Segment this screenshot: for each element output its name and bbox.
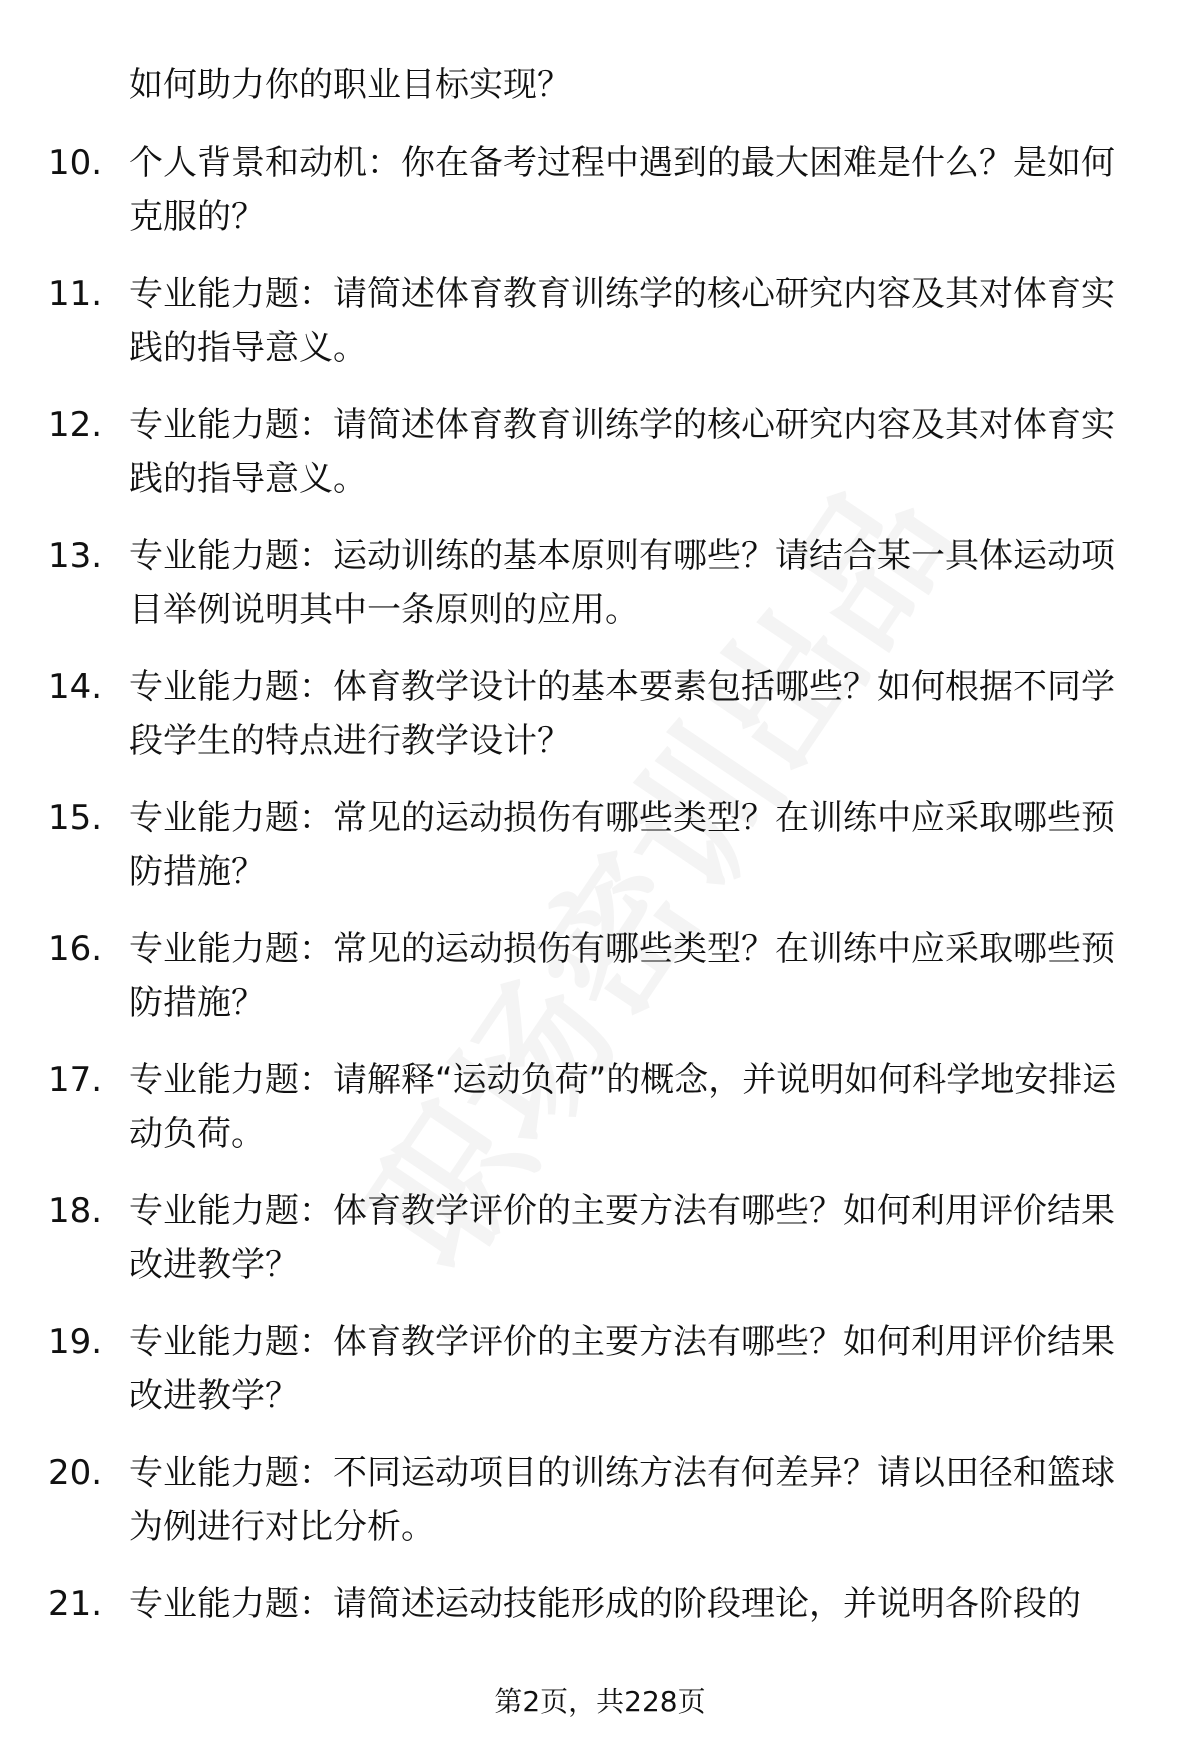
question-text: 专业能力题：常见的运动损伤有哪些类型？在训练中应采取哪些预防措施？	[129, 798, 1115, 892]
question-item	[48, 529, 1138, 637]
question-item	[48, 1053, 1138, 1161]
question-text: 专业能力题：体育教学评价的主要方法有哪些？如何利用评价结果改进教学？	[129, 1191, 1115, 1285]
question-item	[48, 660, 1138, 768]
question-item	[48, 791, 1138, 899]
question-item	[48, 267, 1138, 375]
question-number: 17.	[48, 1060, 103, 1100]
question-number: 15.	[48, 798, 103, 838]
question-number: 13.	[48, 536, 103, 576]
question-text: 个人背景和动机：你在备考过程中遇到的最大困难是什么？是如何克服的？	[129, 143, 1115, 237]
question-number: 10.	[48, 143, 103, 183]
question-text: 专业能力题：请解释“运动负荷”的概念，并说明如何科学地安排运动负荷。	[129, 1060, 1117, 1154]
page-footer: 第2页，共228页	[494, 1685, 706, 1718]
question-item	[48, 136, 1138, 244]
question-number: 11.	[48, 274, 103, 314]
question-item	[48, 1315, 1138, 1423]
question-item	[48, 1184, 1138, 1292]
question-text: 专业能力题：运动训练的基本原则有哪些？请结合某一具体运动项目举例说明其中一条原则的应用。	[129, 536, 1115, 630]
question-number: 18.	[48, 1191, 103, 1231]
question-item	[48, 1577, 1138, 1685]
question-text: 专业能力题：体育教学评价的主要方法有哪些？如何利用评价结果改进教学？	[129, 1322, 1115, 1416]
question-text: 专业能力题：体育教学设计的基本要素包括哪些？如何根据不同学段学生的特点进行教学设计？	[129, 667, 1115, 761]
question-number: 19.	[48, 1322, 103, 1362]
question-number: 14.	[48, 667, 103, 707]
question-list	[48, 136, 1138, 1708]
question-number: 21.	[48, 1584, 103, 1624]
question-number: 12.	[48, 405, 103, 445]
question-text: 专业能力题：请简述运动技能形成的阶段理论，并说明各阶段的	[129, 1584, 1081, 1624]
question-continuation: 如何助力你的职业目标实现？	[129, 65, 571, 105]
question-number: 16.	[48, 929, 103, 969]
question-text: 专业能力题：常见的运动损伤有哪些类型？在训练中应采取哪些预防措施？	[129, 929, 1115, 1023]
question-item	[48, 1446, 1138, 1554]
question-text: 专业能力题：请简述体育教育训练学的核心研究内容及其对体育实践的指导意义。	[129, 274, 1115, 368]
question-text: 专业能力题：不同运动项目的训练方法有何差异？请以田径和篮球为例进行对比分析。	[129, 1453, 1115, 1547]
question-item	[48, 922, 1138, 1030]
question-text: 专业能力题：请简述体育教育训练学的核心研究内容及其对体育实践的指导意义。	[129, 405, 1115, 499]
question-number: 20.	[48, 1453, 103, 1493]
question-item	[48, 398, 1138, 506]
